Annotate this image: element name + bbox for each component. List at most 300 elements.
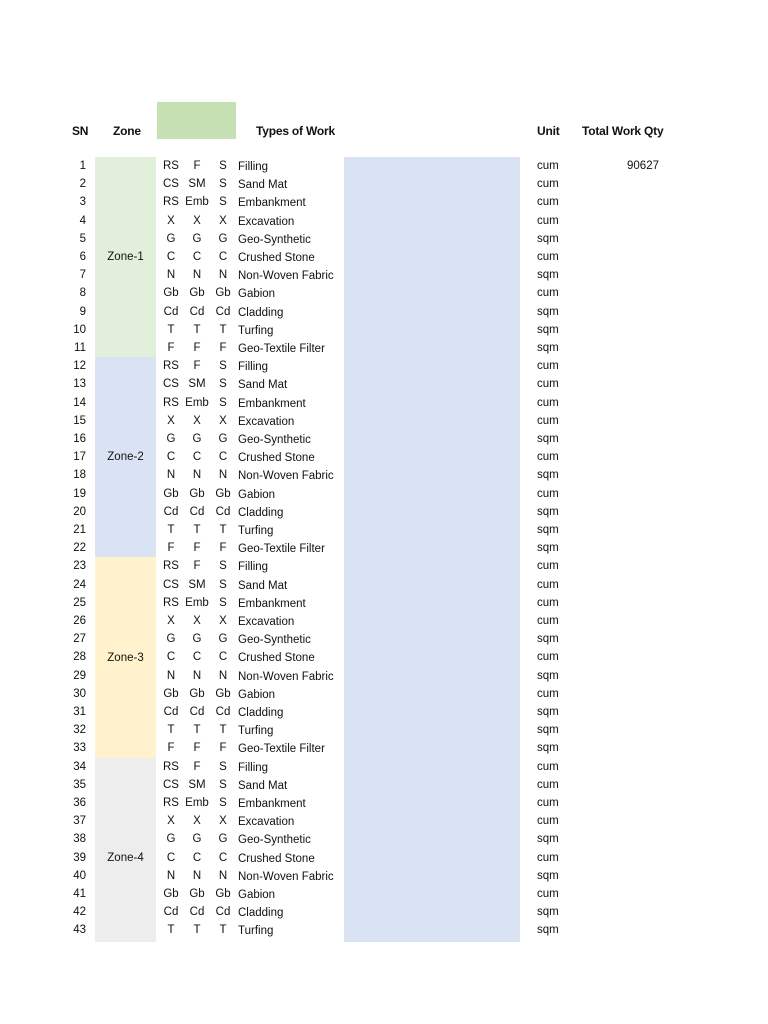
row-sn[interactable]: 9 (79, 305, 86, 318)
row-type-of-work[interactable]: Non-Woven Fabric (238, 470, 334, 483)
row-unit[interactable]: cum (537, 160, 559, 172)
row-type-of-work[interactable]: Geo-Synthetic (238, 434, 311, 446)
row-code-2[interactable]: X (193, 815, 201, 828)
row-code-3[interactable]: S (219, 360, 227, 373)
row-code-1[interactable]: Gb (163, 287, 179, 300)
row-code-3[interactable]: Cd (215, 706, 231, 718)
table-row (0, 651, 768, 669)
row-unit[interactable]: sqm (537, 706, 559, 718)
row-code-3[interactable]: N (218, 269, 228, 282)
row-unit[interactable]: cum (537, 396, 559, 409)
row-code-3[interactable]: S (219, 178, 227, 191)
row-code-2[interactable]: Gb (189, 487, 205, 500)
row-sn[interactable]: 33 (73, 742, 86, 755)
row-type-of-work[interactable]: Gabion (238, 288, 276, 301)
row-type-of-work[interactable]: Cladding (238, 506, 284, 519)
table-row (0, 615, 768, 633)
row-code-1[interactable]: C (166, 851, 176, 864)
row-code-1[interactable]: RS (163, 360, 179, 373)
row-sn[interactable]: 23 (73, 560, 86, 573)
row-sn[interactable]: 6 (79, 251, 86, 263)
row-code-2[interactable]: T (193, 924, 201, 937)
row-type-of-work[interactable]: Crushed Stone (238, 852, 315, 865)
row-unit[interactable]: cum (537, 815, 559, 828)
table-row (0, 269, 768, 287)
row-code-2[interactable]: C (192, 251, 202, 263)
row-sn[interactable]: 22 (73, 542, 86, 555)
row-code-2[interactable]: G (192, 232, 202, 245)
row-type-of-work[interactable]: Turfing (238, 324, 274, 337)
row-code-2[interactable]: Gb (189, 888, 205, 900)
row-code-1[interactable]: F (167, 542, 175, 555)
row-sn[interactable]: 35 (73, 778, 86, 791)
row-code-2[interactable]: SM (188, 778, 206, 791)
row-sn[interactable]: 30 (73, 687, 86, 700)
row-sn[interactable]: 12 (73, 360, 86, 373)
row-sn[interactable]: 5 (79, 232, 86, 245)
row-unit[interactable]: cum (537, 451, 559, 464)
row-code-3[interactable]: S (219, 160, 227, 172)
row-unit[interactable]: sqm (537, 924, 559, 937)
row-code-3[interactable]: Cd (215, 505, 231, 518)
row-code-3[interactable]: S (219, 560, 227, 573)
row-sn[interactable]: 34 (73, 760, 86, 773)
row-sn[interactable]: 10 (73, 323, 86, 336)
row-unit[interactable]: sqm (537, 433, 559, 445)
row-code-2[interactable]: T (193, 524, 201, 536)
row-code-1[interactable]: X (167, 615, 175, 627)
row-type-of-work[interactable]: Crushed Stone (238, 452, 315, 465)
table-row (0, 670, 768, 688)
row-sn[interactable]: 37 (73, 815, 86, 828)
row-code-1[interactable]: F (167, 742, 175, 755)
row-sn[interactable]: 26 (73, 615, 86, 627)
row-code-3[interactable]: S (219, 196, 227, 209)
row-unit[interactable]: cum (537, 378, 559, 391)
row-code-2[interactable]: Cd (189, 305, 205, 318)
row-code-3[interactable]: N (218, 469, 228, 482)
table-row (0, 196, 768, 214)
row-code-3[interactable]: S (219, 578, 227, 591)
row-type-of-work[interactable]: Gabion (238, 688, 276, 701)
row-type-of-work[interactable]: Non-Woven Fabric (238, 270, 334, 283)
row-sn[interactable]: 15 (73, 414, 86, 427)
row-sn[interactable]: 28 (73, 651, 86, 664)
row-code-3[interactable]: C (218, 851, 228, 864)
row-unit[interactable]: sqm (537, 269, 559, 282)
row-type-of-work[interactable]: Sand Mat (238, 779, 288, 792)
row-code-1[interactable]: CS (163, 378, 179, 391)
row-code-1[interactable]: Gb (163, 487, 179, 500)
row-unit[interactable]: cum (537, 487, 559, 500)
row-unit[interactable]: sqm (537, 742, 559, 755)
row-code-2[interactable]: C (192, 451, 202, 464)
table-row (0, 360, 768, 378)
row-code-1[interactable]: RS (163, 797, 179, 809)
row-sn[interactable]: 27 (73, 633, 86, 646)
row-sn[interactable]: 20 (73, 505, 86, 518)
row-total-qty[interactable]: 90627 (627, 160, 659, 172)
table-row (0, 724, 768, 742)
header-green-cell[interactable] (157, 102, 236, 139)
row-type-of-work[interactable]: Filling (238, 161, 269, 173)
row-type-of-work[interactable]: Embankment (238, 197, 306, 210)
row-code-3[interactable]: C (218, 251, 228, 263)
header-total-work-qty: Total Work Qty (582, 124, 664, 138)
row-code-2[interactable]: N (192, 669, 202, 682)
row-unit[interactable]: cum (537, 578, 559, 591)
row-sn[interactable]: 29 (73, 669, 86, 682)
row-type-of-work[interactable]: Excavation (238, 215, 295, 228)
row-code-2[interactable]: X (193, 615, 201, 627)
row-unit[interactable]: sqm (537, 724, 559, 737)
row-code-2[interactable]: F (193, 342, 201, 354)
row-code-1[interactable]: CS (163, 578, 179, 591)
row-unit[interactable]: cum (537, 615, 559, 627)
row-unit[interactable]: cum (537, 251, 559, 263)
row-type-of-work[interactable]: Non-Woven Fabric (238, 870, 334, 883)
row-sn[interactable]: 39 (73, 851, 86, 864)
table-row (0, 924, 768, 942)
table-row (0, 742, 768, 760)
row-sn[interactable]: 1 (79, 160, 86, 172)
row-type-of-work[interactable]: Excavation (238, 616, 295, 628)
row-code-1[interactable]: RS (163, 396, 179, 409)
row-unit[interactable]: sqm (537, 469, 559, 482)
row-code-2[interactable]: G (192, 833, 202, 846)
row-unit[interactable]: cum (537, 687, 559, 700)
row-sn[interactable]: 43 (73, 924, 86, 937)
row-unit[interactable]: sqm (537, 633, 559, 646)
row-code-2[interactable]: N (192, 269, 202, 282)
row-type-of-work[interactable]: Geo-Textile Filter (238, 743, 325, 756)
row-code-1[interactable]: N (166, 269, 176, 282)
row-code-2[interactable]: F (193, 542, 201, 555)
row-code-3[interactable]: X (219, 214, 227, 227)
row-code-2[interactable]: T (193, 323, 201, 336)
row-type-of-work[interactable]: Crushed Stone (238, 252, 315, 264)
table-row (0, 160, 768, 178)
row-code-1[interactable]: N (166, 469, 176, 482)
table-row (0, 688, 768, 706)
row-code-2[interactable]: Gb (189, 687, 205, 700)
row-unit[interactable]: cum (537, 888, 559, 900)
row-code-1[interactable]: CS (163, 778, 179, 791)
row-unit[interactable]: cum (537, 560, 559, 573)
row-code-2[interactable]: Emb (185, 596, 209, 609)
row-sn[interactable]: 36 (73, 797, 86, 809)
row-code-2[interactable]: F (193, 760, 201, 773)
row-code-1[interactable]: Cd (163, 505, 179, 518)
table-row (0, 342, 768, 360)
row-code-2[interactable]: F (193, 360, 201, 373)
row-unit[interactable]: sqm (537, 342, 559, 354)
row-sn[interactable]: 4 (79, 214, 86, 227)
row-code-2[interactable]: SM (188, 578, 206, 591)
row-code-2[interactable]: X (193, 214, 201, 227)
row-code-3[interactable]: S (219, 760, 227, 773)
row-code-1[interactable]: X (167, 214, 175, 227)
row-code-3[interactable]: N (218, 669, 228, 682)
row-sn[interactable]: 3 (79, 196, 86, 209)
table-row (0, 306, 768, 324)
row-type-of-work[interactable]: Embankment (238, 798, 306, 810)
row-type-of-work[interactable]: Cladding (238, 907, 284, 920)
row-code-1[interactable]: T (167, 323, 175, 336)
row-code-2[interactable]: C (192, 651, 202, 664)
table-row (0, 815, 768, 833)
row-code-2[interactable]: F (193, 560, 201, 573)
row-code-1[interactable]: G (166, 633, 176, 646)
row-type-of-work[interactable]: Filling (238, 561, 269, 574)
row-code-3[interactable]: Gb (215, 687, 231, 700)
row-code-2[interactable]: SM (188, 178, 206, 191)
row-code-2[interactable]: Emb (185, 196, 209, 209)
row-code-1[interactable]: T (167, 524, 175, 536)
table-row (0, 906, 768, 924)
zone-label-3: Zone-3 (107, 652, 144, 664)
row-code-1[interactable]: Cd (163, 906, 179, 919)
row-code-2[interactable]: G (192, 633, 202, 646)
row-code-1[interactable]: RS (163, 760, 179, 773)
row-sn[interactable]: 8 (79, 287, 86, 300)
row-code-2[interactable]: T (193, 724, 201, 737)
row-sn[interactable]: 14 (73, 396, 86, 409)
row-type-of-work[interactable]: Turfing (238, 525, 274, 537)
table-row (0, 761, 768, 779)
header-unit: Unit (537, 124, 560, 138)
row-code-1[interactable]: X (167, 815, 175, 828)
row-code-2[interactable]: Cd (189, 706, 205, 718)
row-type-of-work[interactable]: Cladding (238, 306, 284, 319)
row-type-of-work[interactable]: Geo-Synthetic (238, 233, 311, 246)
row-unit[interactable]: sqm (537, 669, 559, 682)
row-code-1[interactable]: G (166, 433, 176, 445)
row-unit[interactable]: sqm (537, 833, 559, 846)
row-code-1[interactable]: Cd (163, 305, 179, 318)
row-code-2[interactable]: Cd (189, 906, 205, 919)
row-code-3[interactable]: X (219, 615, 227, 627)
table-row (0, 597, 768, 615)
table-row (0, 524, 768, 542)
row-code-3[interactable]: G (218, 433, 228, 445)
row-code-2[interactable]: G (192, 433, 202, 445)
row-code-3[interactable]: F (219, 342, 227, 354)
row-sn[interactable]: 16 (73, 433, 86, 445)
table-row (0, 469, 768, 487)
row-unit[interactable]: cum (537, 760, 559, 773)
row-code-3[interactable]: T (219, 924, 227, 937)
row-code-3[interactable]: Cd (215, 305, 231, 318)
row-type-of-work[interactable]: Sand Mat (238, 179, 288, 192)
row-code-3[interactable]: C (218, 651, 228, 664)
row-unit[interactable]: sqm (537, 505, 559, 518)
table-row (0, 579, 768, 597)
row-code-3[interactable]: G (218, 633, 228, 646)
row-type-of-work[interactable]: Filling (238, 361, 269, 374)
row-code-2[interactable]: X (193, 414, 201, 427)
row-code-1[interactable]: RS (163, 596, 179, 609)
row-unit[interactable]: cum (537, 414, 559, 427)
row-sn[interactable]: 24 (73, 578, 86, 591)
row-code-1[interactable]: N (166, 869, 176, 882)
row-type-of-work[interactable]: Geo-Textile Filter (238, 343, 325, 355)
row-sn[interactable]: 7 (79, 269, 86, 282)
row-type-of-work[interactable]: Embankment (238, 597, 306, 610)
row-code-3[interactable]: T (219, 524, 227, 536)
header-sn: SN (72, 124, 89, 138)
row-code-3[interactable]: Gb (215, 487, 231, 500)
row-code-2[interactable]: Emb (185, 797, 209, 809)
row-type-of-work[interactable]: Excavation (238, 415, 295, 428)
row-code-2[interactable]: F (193, 742, 201, 755)
row-sn[interactable]: 32 (73, 724, 86, 737)
row-code-3[interactable]: Gb (215, 888, 231, 900)
row-sn[interactable]: 17 (73, 451, 86, 464)
row-code-3[interactable]: S (219, 797, 227, 809)
row-code-2[interactable]: Emb (185, 396, 209, 409)
row-code-3[interactable]: T (219, 724, 227, 737)
row-type-of-work[interactable]: Crushed Stone (238, 652, 315, 665)
row-code-3[interactable]: S (219, 378, 227, 391)
table-row (0, 324, 768, 342)
table-row (0, 542, 768, 560)
row-code-1[interactable]: N (166, 669, 176, 682)
row-type-of-work[interactable]: Geo-Synthetic (238, 834, 311, 847)
row-unit[interactable]: cum (537, 214, 559, 227)
row-type-of-work[interactable]: Embankment (238, 397, 306, 410)
table-row (0, 560, 768, 578)
row-code-3[interactable]: Gb (215, 287, 231, 300)
table-row (0, 178, 768, 196)
row-code-1[interactable]: Gb (163, 888, 179, 900)
row-sn[interactable]: 25 (73, 596, 86, 609)
row-code-1[interactable]: RS (163, 196, 179, 209)
row-unit[interactable]: sqm (537, 524, 559, 536)
row-type-of-work[interactable]: Excavation (238, 816, 295, 829)
table-row (0, 506, 768, 524)
row-unit[interactable]: cum (537, 596, 559, 609)
row-code-1[interactable]: C (166, 451, 176, 464)
row-unit[interactable]: cum (537, 196, 559, 209)
row-code-1[interactable]: CS (163, 178, 179, 191)
row-unit[interactable]: sqm (537, 305, 559, 318)
row-code-3[interactable]: G (218, 833, 228, 846)
row-code-3[interactable]: C (218, 451, 228, 464)
row-code-2[interactable]: C (192, 851, 202, 864)
row-code-3[interactable]: N (218, 869, 228, 882)
row-type-of-work[interactable]: Cladding (238, 707, 284, 719)
row-type-of-work[interactable]: Non-Woven Fabric (238, 670, 334, 683)
row-sn[interactable]: 18 (73, 469, 86, 482)
row-code-1[interactable]: RS (163, 560, 179, 573)
row-unit[interactable]: sqm (537, 323, 559, 336)
row-code-3[interactable]: X (219, 815, 227, 828)
row-code-3[interactable]: S (219, 396, 227, 409)
row-unit[interactable]: cum (537, 797, 559, 809)
row-code-3[interactable]: S (219, 596, 227, 609)
row-code-3[interactable]: X (219, 414, 227, 427)
row-code-3[interactable]: F (219, 742, 227, 755)
row-code-1[interactable]: C (166, 251, 176, 263)
table-row (0, 852, 768, 870)
row-code-3[interactable]: Cd (215, 906, 231, 919)
table-row (0, 215, 768, 233)
row-unit[interactable]: sqm (537, 542, 559, 555)
row-unit[interactable]: cum (537, 360, 559, 373)
row-code-2[interactable]: N (192, 869, 202, 882)
row-sn[interactable]: 38 (73, 833, 86, 846)
row-sn[interactable]: 11 (74, 342, 86, 354)
row-sn[interactable]: 41 (73, 888, 86, 900)
table-row (0, 779, 768, 797)
row-code-1[interactable]: RS (163, 160, 179, 172)
row-type-of-work[interactable]: Sand Mat (238, 379, 288, 392)
row-type-of-work[interactable]: Geo-Textile Filter (238, 543, 325, 556)
row-unit[interactable]: sqm (537, 869, 559, 882)
row-code-1[interactable]: Cd (163, 706, 179, 718)
row-code-3[interactable]: G (218, 232, 228, 245)
zone-label-4: Zone-4 (107, 852, 144, 864)
row-code-2[interactable]: Gb (189, 287, 205, 300)
row-code-2[interactable]: Cd (189, 505, 205, 518)
row-sn[interactable]: 19 (73, 487, 86, 500)
table-row (0, 488, 768, 506)
row-sn[interactable]: 21 (73, 524, 86, 536)
row-unit[interactable]: cum (537, 178, 559, 191)
row-unit[interactable]: cum (537, 287, 559, 300)
row-sn[interactable]: 13 (73, 378, 86, 391)
table-row (0, 833, 768, 851)
row-sn[interactable]: 42 (73, 906, 86, 919)
row-code-3[interactable]: F (219, 542, 227, 555)
row-unit[interactable]: cum (537, 851, 559, 864)
row-unit[interactable]: sqm (537, 906, 559, 919)
row-unit[interactable]: sqm (537, 232, 559, 245)
row-code-1[interactable]: T (167, 924, 175, 937)
row-sn[interactable]: 2 (79, 178, 86, 191)
table-row (0, 797, 768, 815)
row-type-of-work[interactable]: Turfing (238, 925, 274, 938)
row-type-of-work[interactable]: Geo-Synthetic (238, 634, 311, 647)
zone-label-2: Zone-2 (107, 451, 144, 463)
row-code-1[interactable]: C (166, 651, 176, 664)
row-code-3[interactable]: T (219, 323, 227, 336)
row-code-2[interactable]: F (193, 160, 201, 172)
row-code-1[interactable]: F (167, 342, 175, 354)
row-type-of-work[interactable]: Sand Mat (238, 579, 288, 592)
row-code-1[interactable]: G (166, 833, 176, 846)
row-sn[interactable]: 40 (73, 869, 86, 882)
row-code-1[interactable]: G (166, 232, 176, 245)
row-type-of-work[interactable]: Gabion (238, 488, 276, 501)
row-unit[interactable]: cum (537, 651, 559, 664)
row-sn[interactable]: 31 (73, 706, 86, 718)
header-types-of-work: Types of Work (256, 124, 335, 138)
row-type-of-work[interactable]: Turfing (238, 725, 274, 738)
row-code-1[interactable]: T (167, 724, 175, 737)
row-unit[interactable]: cum (537, 778, 559, 791)
row-code-1[interactable]: X (167, 414, 175, 427)
row-code-2[interactable]: SM (188, 378, 206, 391)
row-code-1[interactable]: Gb (163, 687, 179, 700)
row-type-of-work[interactable]: Gabion (238, 889, 276, 901)
row-code-3[interactable]: S (219, 778, 227, 791)
table-row (0, 633, 768, 651)
row-type-of-work[interactable]: Filling (238, 761, 269, 774)
table-row (0, 233, 768, 251)
row-code-2[interactable]: N (192, 469, 202, 482)
